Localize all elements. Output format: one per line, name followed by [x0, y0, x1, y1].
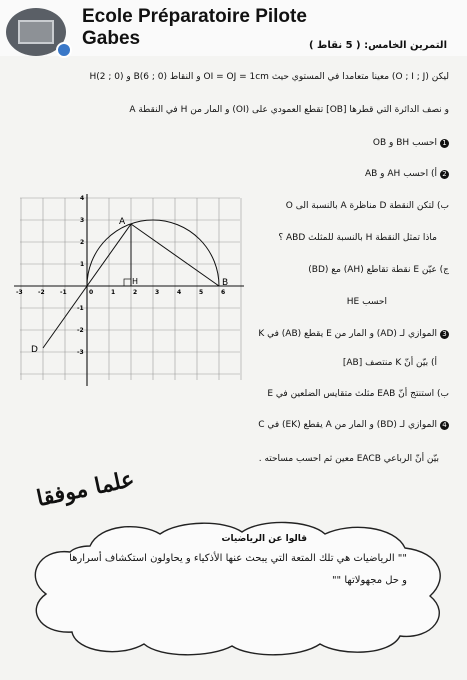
y-tick-label: 2 [80, 239, 85, 246]
x-tick-label: 0 [89, 289, 94, 296]
quote-line-2: و حل مجهولاتها "" [331, 575, 407, 586]
building-icon [18, 20, 54, 44]
page-title[interactable]: Ecole Préparatoire Pilote Gabes [82, 6, 307, 49]
y-tick-label: -2 [77, 327, 84, 334]
question-3b: ب) استنتج أنّ EAB مثلث متقايس الضلعين في E [267, 389, 449, 399]
x-tick-label: -1 [60, 289, 67, 296]
quote-line-1: "" الرياضيات هي تلك المتعة التي يبحث عنها الأذكياء و يحاولون استكشاف أسرارها [69, 553, 407, 564]
point-label-D: D [31, 345, 38, 355]
x-tick-label: 2 [133, 289, 138, 296]
x-tick-label: 1 [111, 289, 116, 296]
question-2c: ج) عيّن E نقطة تقاطع (AH) مع (BD) [308, 265, 449, 275]
coordinate-graph [0, 190, 250, 390]
statement-line-2: و نصف الدائرة التي قطرها [OB] تقطع العمودي على (OI) و المار من H في النقطة A [129, 105, 449, 115]
point-label-B: B [222, 278, 229, 288]
question-4b: بيّن أنّ الرباعي EACB معين ثم احسب مساحته . [258, 454, 439, 464]
question-3a: أ) بيّن أنّ K منتصف [AB] [342, 358, 437, 368]
question-3: 3الموازي لـ (AD) و المار من E يقطع (AB) في K [258, 328, 449, 340]
y-tick-label: 4 [80, 195, 85, 202]
question-2c-2: احسب HE [346, 297, 387, 307]
question-2a: 2أ) احسب AH و AB [365, 168, 449, 180]
question-2b: ب) لتكن النقطة D مناظرة A بالنسبة الى O [285, 201, 449, 211]
question-1: 1احسب BH و OB [373, 137, 449, 149]
signature-text: علما موفقا [34, 465, 137, 513]
point-label-H: H [132, 277, 139, 286]
right-angle-mark [124, 279, 131, 286]
y-tick-label: 1 [80, 261, 85, 268]
exercise-title: التمرين الخامس: ( 5 نقاط ) [308, 40, 447, 51]
x-tick-label: -2 [38, 289, 45, 296]
x-tick-label: -3 [16, 289, 23, 296]
x-tick-label: 5 [199, 289, 204, 296]
verified-badge-icon [56, 42, 72, 58]
x-tick-label: 3 [155, 289, 160, 296]
point-label-A: A [119, 217, 126, 227]
x-tick-label: 4 [177, 289, 182, 296]
y-tick-label: -3 [77, 349, 84, 356]
x-tick-label: 6 [221, 289, 226, 296]
y-tick-label: -1 [77, 305, 84, 312]
question-2b-2: ماذا تمثل النقطة H بالنسبة للمثلث ABD ؟ [278, 233, 437, 243]
statement-line-1: ليكن (O ; I ; J) معينا متعامدا في المستوي حيث OI = OJ = 1cm و النقاط B(6 ; 0) و H(2 ; 0) [89, 72, 449, 82]
quote-heading: قالوا عن الرياضيات [221, 534, 307, 544]
y-tick-label: 3 [80, 217, 85, 224]
question-4: 4الموازي لـ (BD) و المار من A يقطع (EK) في C [258, 419, 449, 431]
